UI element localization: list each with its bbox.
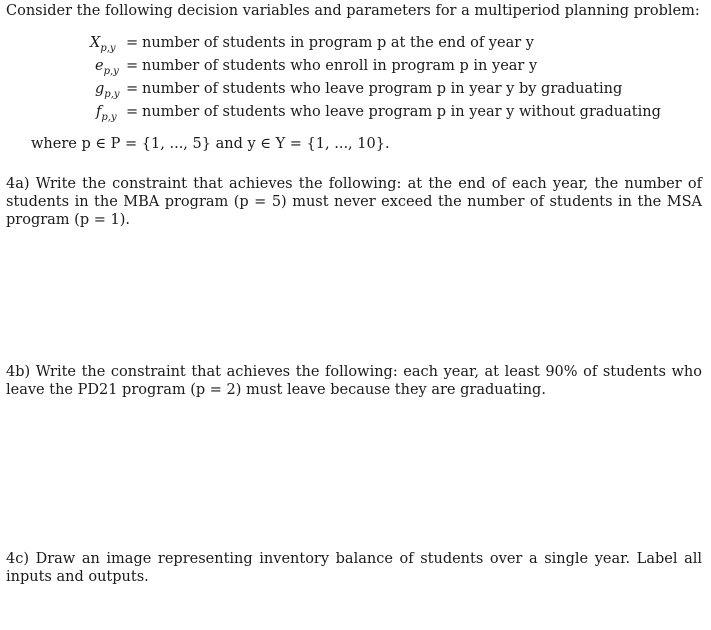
definition-text: number of students who leave program p in year y without graduating — [142, 104, 661, 120]
where-set-p: p ∈ P = {1, ..., 5} — [81, 136, 211, 152]
definition-symbol: $f_{p,y}$ — [96, 104, 117, 123]
definition-symbol: $X_{p,y}$ — [90, 35, 116, 54]
where-and: and — [215, 136, 243, 152]
definition-symbol: $g_{p,y}$ — [95, 81, 120, 100]
definition-text: number of students who enroll in program p in year y — [142, 58, 538, 74]
where-prefix: where — [31, 136, 77, 152]
definition-symbol: $e_{p,y}$ — [95, 58, 119, 77]
definition-row — [0, 32, 711, 54]
definition-equals: = — [126, 35, 139, 51]
definition-row — [0, 101, 711, 123]
definition-equals: = — [126, 81, 139, 97]
intro-text: Consider the following decision variables and parameters for a multiperiod planning problem: — [6, 3, 700, 19]
definition-row — [0, 55, 711, 77]
definition-text: number of students who leave program p in year y by graduating — [142, 81, 623, 97]
where-clause — [31, 135, 390, 153]
where-set-y: y ∈ Y = {1, ..., 10}. — [247, 136, 390, 152]
definition-equals: = — [126, 58, 139, 74]
definition-row — [0, 78, 711, 100]
question-4b: 4b) Write the constraint that achieves the following: each year, at least 90% of students who leave the PD21 program (p = 2) must leave because they are graduating. — [6, 364, 702, 398]
definition-text: number of students in program p at the end of year y — [142, 35, 534, 51]
definition-equals: = — [126, 104, 139, 120]
question-4c: 4c) Draw an image representing inventory balance of students over a single year. Label all inputs and outputs. — [6, 551, 702, 585]
question-4a: 4a) Write the constraint that achieves the following: at the end of each year, the number of students in the MBA program (p = 5) must never exceed the number of students in the MSA program (p = 1). — [6, 176, 702, 228]
